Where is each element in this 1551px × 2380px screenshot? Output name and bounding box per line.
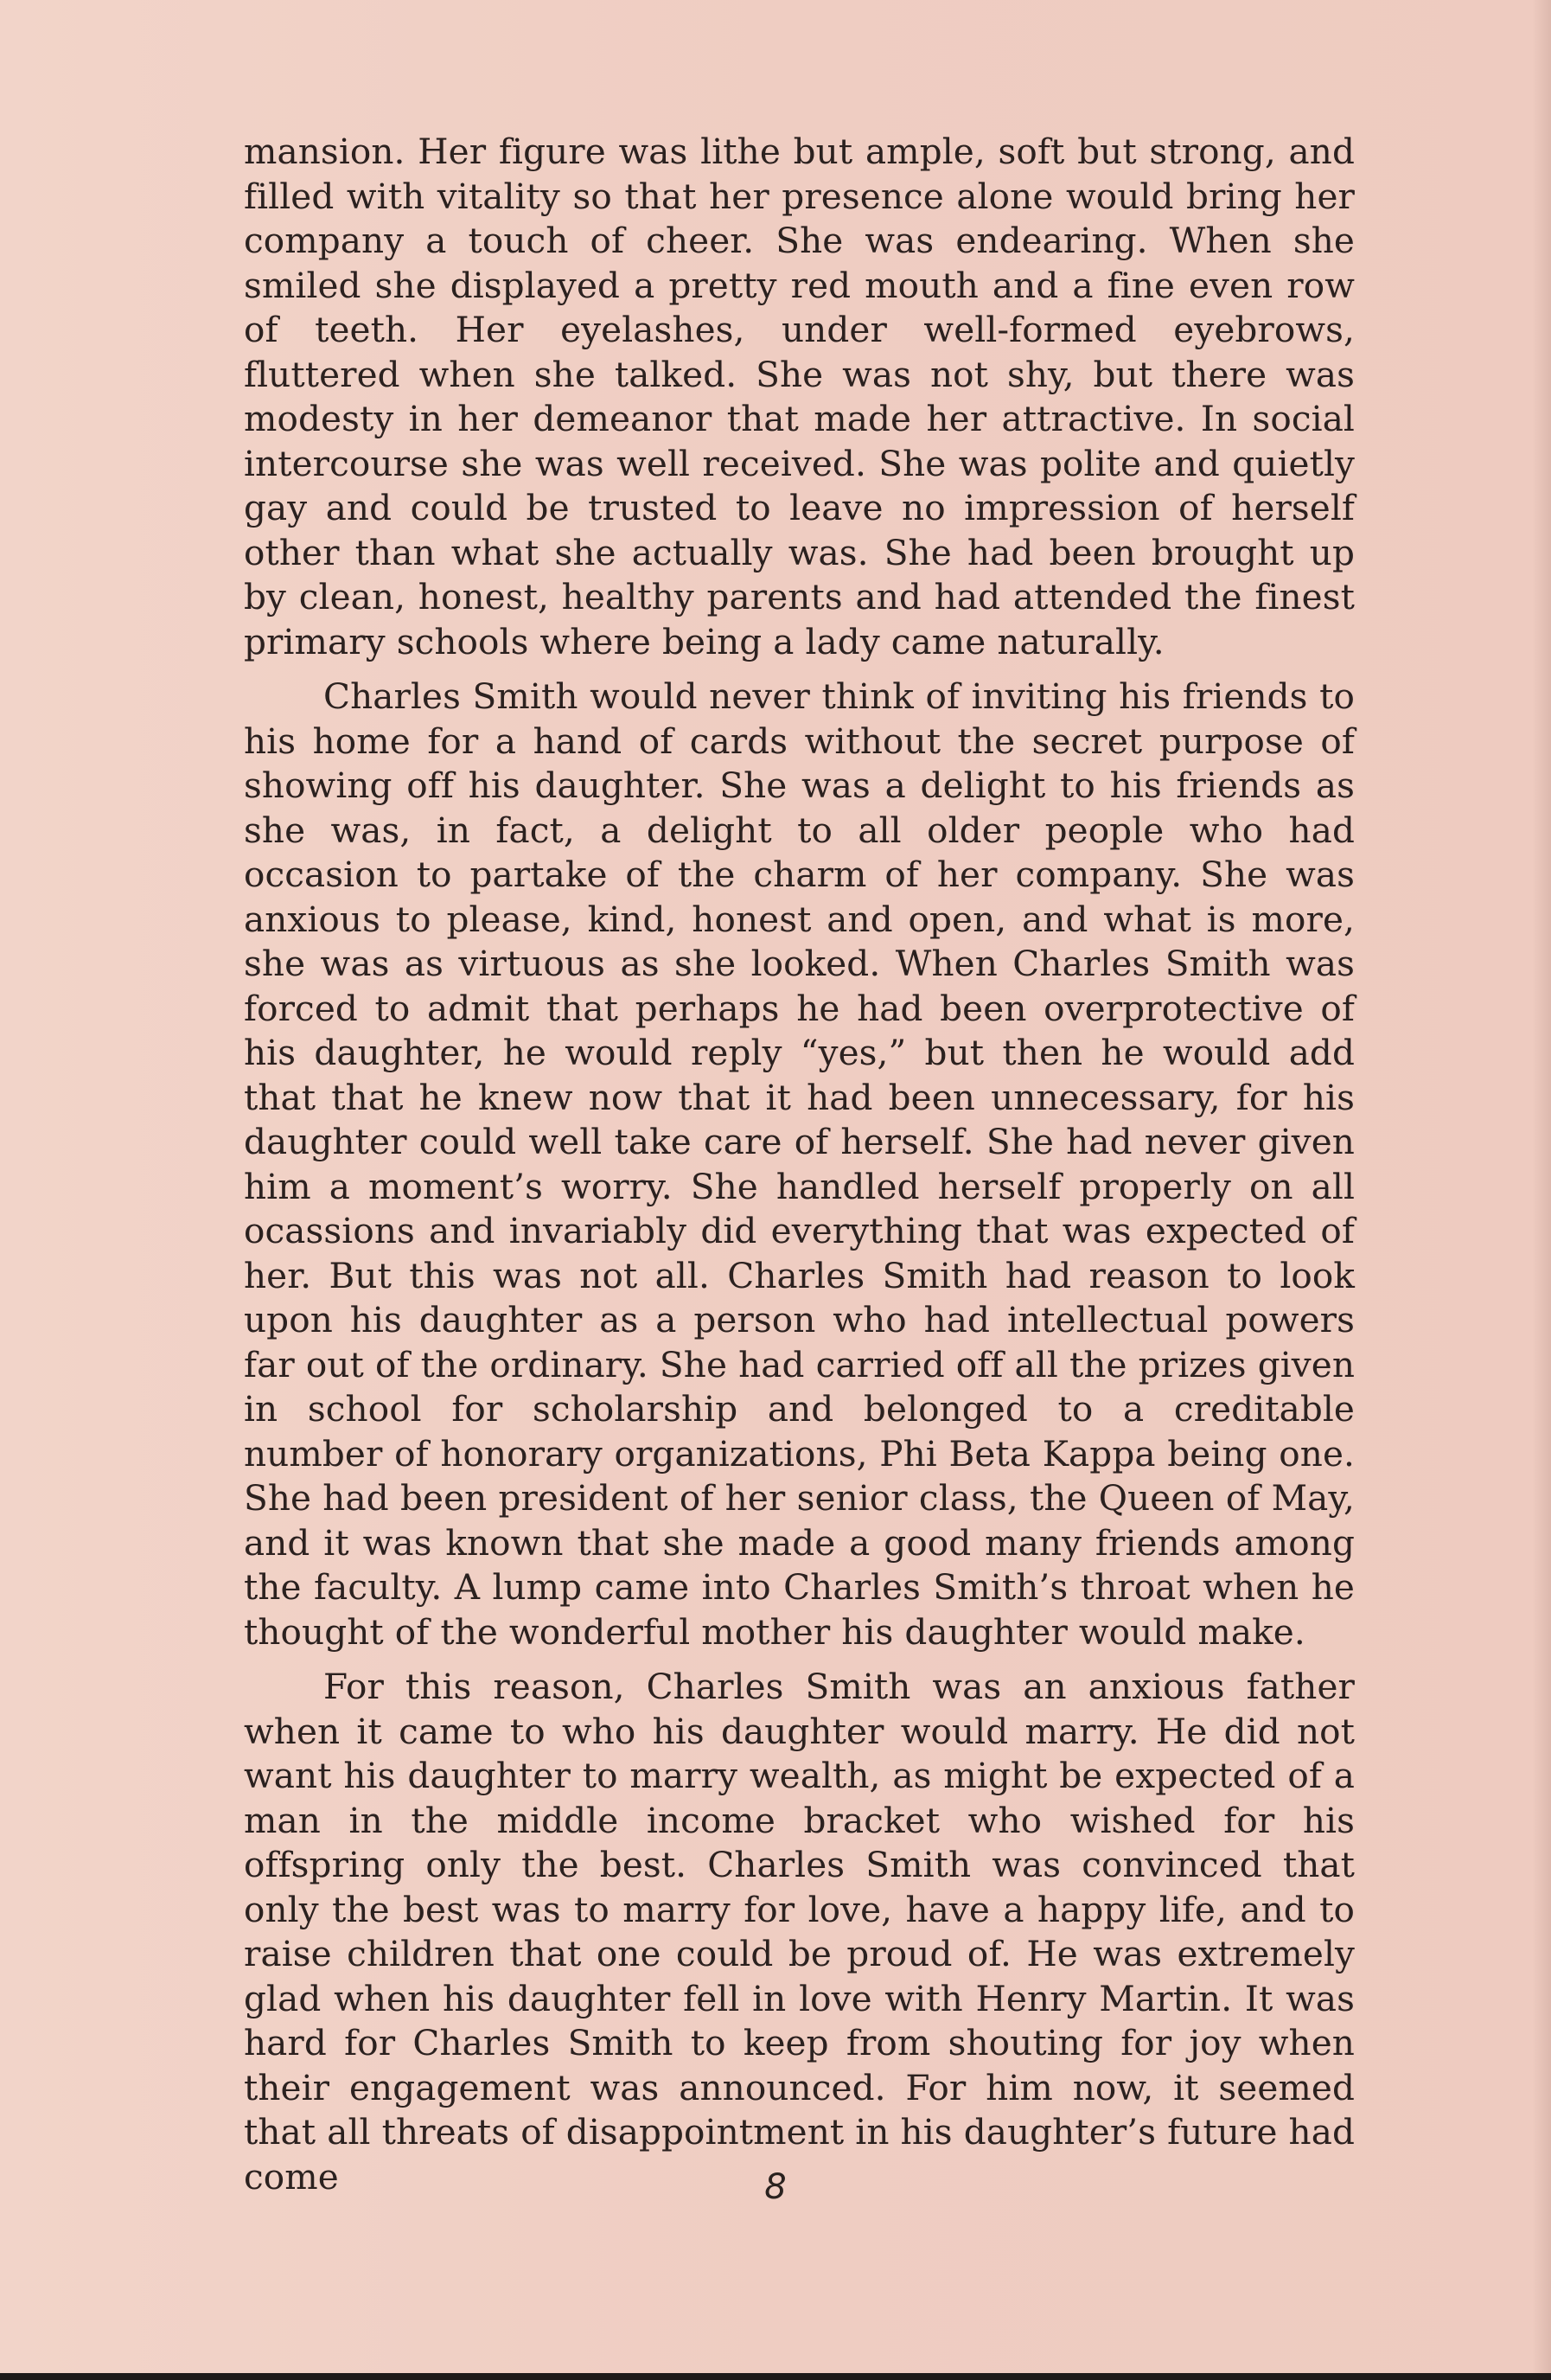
paragraph-2: Charles Smith would never think of inviting his friends to his home for a hand of cards without the secret purpose of showing off his daughter. She was a delight to his friends as she was, in fact, a delight to all older people who had occasion to partake of the charm of her company. She was anxious to please, kind, honest and open, and what is more, she was as virtuous as she looked. When Charles Smith was forced to admit that perhaps he had been overprotective of his daughter, he would reply “yes,” but then he would add that that he knew now that it had been unnecessary, for his daughter could well take care of herself. She had never given him a moment’s worry. She handled herself properly on all ocassions and invariably did everything that was expected of her. But this was not all. Charles Smith had reason to look upon his daughter as a person who had intellectual powers far out of the ordinary. She had carried off all the prizes given in school for scholarship and belonged to a creditable number of honorary organizations, Phi Beta Kappa being one. She had been president of her senior class, the Queen of May, and it was known that she made a good many friends among the faculty. A lump came into Charles Smith’s throat when he thought of the wonderful mother his daughter would make. (244, 675, 1355, 1653)
page-number: 8 (764, 2167, 787, 2207)
body-text (244, 130, 1355, 2199)
paragraph-3: For this reason, Charles Smith was an anxious father when it came to who his daughter would marry. He did not want his daughter to marry wealth, as might be expected of a man in the middle income bracket who wished for his offspring only the best. Charles Smith was convinced that only the best was to marry for love, have a happy life, and to raise children that one could be proud of. He was extremely glad when his daughter fell in love with Henry Martin. It was hard for Charles Smith to keep from shouting for joy when their engagement was announced. For him now, it seemed that all threats of disappointment in his daughter’s future had come (244, 1666, 1355, 2198)
scan-bottom-edge (0, 2373, 1551, 2380)
paragraph-1: mansion. Her figure was lithe but ample, soft but strong, and filled with vitality so that her presence alone would bring her company a touch of cheer. She was endearing. When she smiled she displayed a pretty red mouth and a fine even row of teeth. Her eyelashes, under well-formed eyebrows, fluttered when she talked. She was not shy, but there was modesty in her demeanor that made her attractive. In social intercourse she was well received. She was polite and quietly gay and could be trusted to leave no impression of herself other than what she actually was. She had been brought up by clean, honest, healthy parents and had attended the finest primary schools where being a lady came naturally. (244, 131, 1355, 662)
page-edge-shadow (1532, 0, 1551, 2380)
